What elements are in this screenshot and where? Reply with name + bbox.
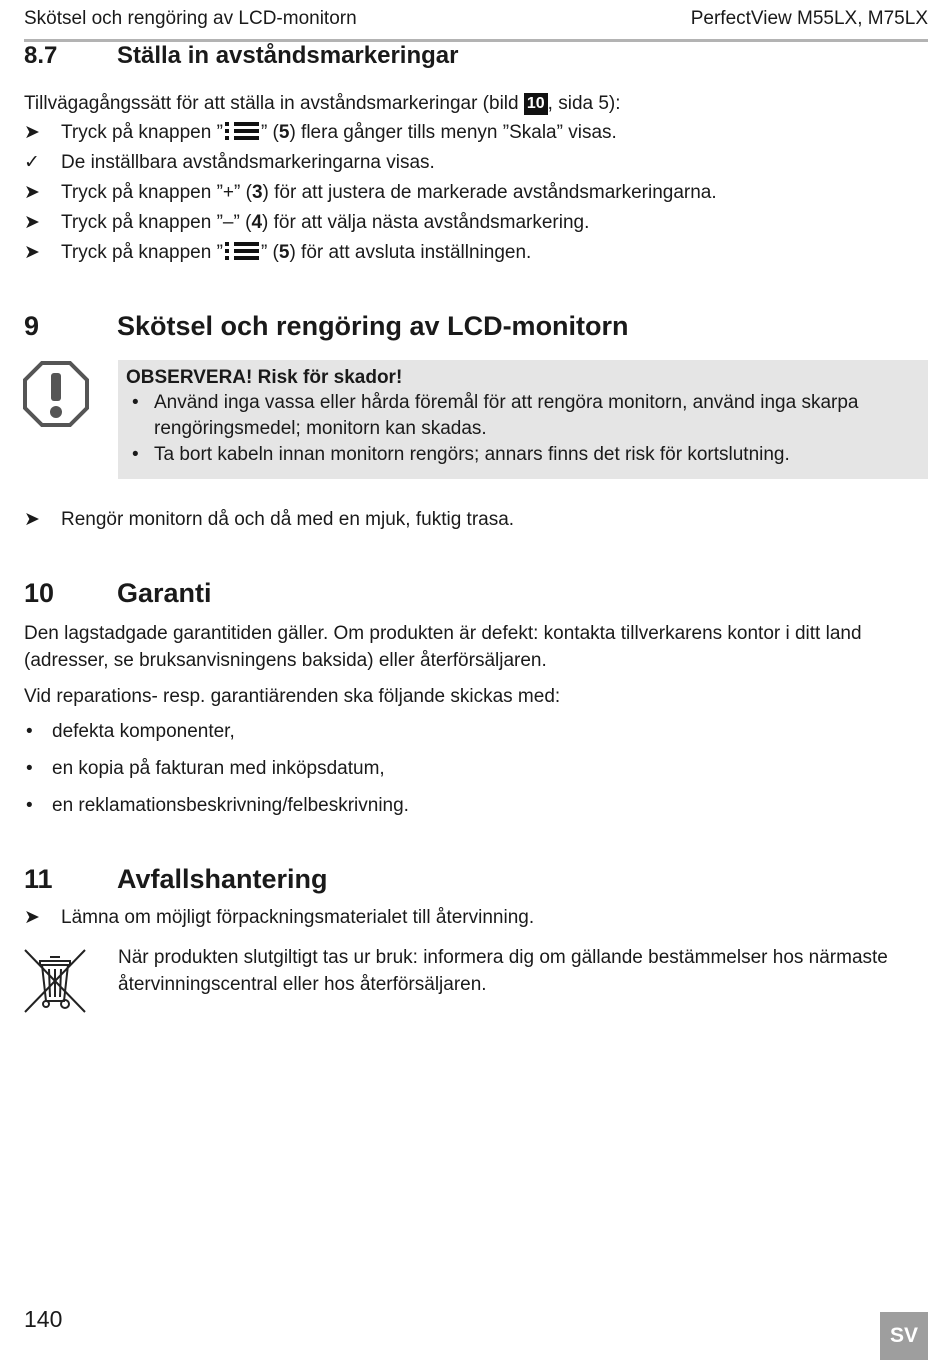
list-item bbox=[24, 719, 409, 756]
button-number: 5 bbox=[278, 242, 290, 263]
header-product-name: PerfectView M55LX, M75LX bbox=[690, 8, 928, 29]
arrow-icon: ➤ bbox=[24, 509, 40, 530]
language-badge: SV bbox=[880, 1312, 928, 1360]
step-text: ) flera gånger tills menyn ”Skala” visas. bbox=[289, 122, 617, 143]
section-title: Avfallshantering bbox=[117, 864, 328, 894]
checkmark-icon: ✓ bbox=[24, 152, 40, 173]
result-item bbox=[24, 150, 435, 176]
step-text: ” ( bbox=[260, 242, 279, 263]
arrow-icon: ➤ bbox=[24, 907, 40, 928]
step-item bbox=[24, 210, 589, 236]
notice-item bbox=[126, 442, 920, 468]
arrow-icon: ➤ bbox=[24, 242, 40, 263]
section-heading-10 bbox=[24, 578, 212, 609]
intro-text-end: , sida 5): bbox=[547, 93, 621, 114]
disposal-text: När produkten slutgiltigt tas ur bruk: informera dig om gällande bestämmelser hos närmaste återvinningscentral eller hos återförsäljaren. bbox=[118, 947, 888, 995]
intro-text: Tillvägagångssätt för att ställa in avståndsmarkeringar (bild bbox=[24, 93, 524, 114]
notice-list bbox=[126, 390, 920, 468]
list-item-text: en kopia på fakturan med inköpsdatum, bbox=[52, 758, 385, 779]
warranty-paragraph: Den lagstadgade garantitiden gäller. Om produkten är defekt: kontakta tillverkarens kontor i ditt land (adresser, se bruksanvisningens baksida) eller återförsäljaren. bbox=[24, 623, 862, 671]
notice-title: OBSERVERA! Risk för skador! bbox=[126, 367, 403, 388]
step-text: ) för att justera de markerade avståndsmarkeringarna. bbox=[262, 182, 717, 203]
step-item bbox=[24, 180, 717, 206]
step-text: Tryck på knappen ”–” ( bbox=[61, 212, 252, 233]
list-item-text: defekta komponenter, bbox=[52, 721, 235, 742]
page-number: 140 bbox=[24, 1306, 63, 1332]
step-item bbox=[24, 905, 534, 931]
list-item bbox=[24, 793, 409, 830]
result-text: De inställbara avståndsmarkeringarna visas. bbox=[61, 152, 435, 173]
step-text: Tryck på knappen ”+” ( bbox=[61, 182, 252, 203]
step-text: Lämna om möjligt förpackningsmaterialet till återvinning. bbox=[61, 907, 535, 928]
step-text: ) för att välja nästa avståndsmarkering. bbox=[262, 212, 590, 233]
step-text: Tryck på knappen ” bbox=[61, 122, 223, 143]
section-title: Ställa in avståndsmarkeringar bbox=[117, 42, 459, 69]
section-number: 11 bbox=[24, 864, 53, 894]
bullet: • bbox=[132, 444, 139, 465]
section-heading-11 bbox=[24, 864, 328, 895]
notice-box bbox=[118, 360, 928, 479]
warranty-list bbox=[24, 719, 409, 830]
step-item bbox=[24, 240, 531, 266]
step-text: ) för att avsluta inställningen. bbox=[289, 242, 532, 263]
list-item bbox=[24, 756, 409, 793]
notice-item-text: Använd inga vassa eller hårda föremål för att rengöra monitorn, använd inga skarpa rengöringsmedel; monitorn kan skadas. bbox=[154, 392, 859, 439]
bullet: • bbox=[26, 795, 33, 816]
arrow-icon: ➤ bbox=[24, 122, 40, 143]
menu-icon bbox=[225, 121, 259, 141]
section-number: 9 bbox=[24, 311, 40, 341]
arrow-icon: ➤ bbox=[24, 182, 40, 203]
bullet: • bbox=[26, 758, 33, 779]
section-title: Garanti bbox=[117, 578, 212, 608]
warranty-paragraph-2: Vid reparations- resp. garantiärenden ska följande skickas med: bbox=[24, 686, 561, 707]
button-number: 3 bbox=[251, 182, 263, 203]
header-chapter-title: Skötsel och rengöring av LCD-monitorn bbox=[24, 8, 357, 29]
warning-octagon-icon bbox=[22, 360, 90, 428]
step-item bbox=[24, 507, 514, 533]
section-title: Skötsel och rengöring av LCD-monitorn bbox=[117, 311, 629, 341]
section-heading-8-7 bbox=[24, 42, 458, 70]
section-number: 10 bbox=[24, 578, 55, 608]
button-number: 5 bbox=[278, 122, 290, 143]
step-text: Tryck på knappen ” bbox=[61, 242, 223, 263]
step-text: Rengör monitorn då och då med en mjuk, fuktig trasa. bbox=[61, 509, 515, 530]
step-text: ” ( bbox=[260, 122, 279, 143]
menu-icon bbox=[225, 241, 259, 261]
notice-item-text: Ta bort kabeln innan monitorn rengörs; annars finns det risk för kortslutning. bbox=[154, 444, 790, 465]
button-number: 4 bbox=[251, 212, 263, 233]
section-number: 8.7 bbox=[24, 42, 58, 69]
page-header bbox=[24, 8, 928, 42]
list-item-text: en reklamationsbeskrivning/felbeskrivning. bbox=[52, 795, 409, 816]
intro-paragraph bbox=[24, 90, 924, 117]
section-heading-9 bbox=[24, 311, 629, 342]
crossed-bin-icon bbox=[22, 947, 88, 1015]
bullet: • bbox=[26, 721, 33, 742]
notice-item bbox=[126, 390, 920, 442]
step-item bbox=[24, 120, 617, 146]
arrow-icon: ➤ bbox=[24, 212, 40, 233]
figure-reference: 10 bbox=[524, 93, 548, 115]
bullet: • bbox=[132, 392, 139, 413]
